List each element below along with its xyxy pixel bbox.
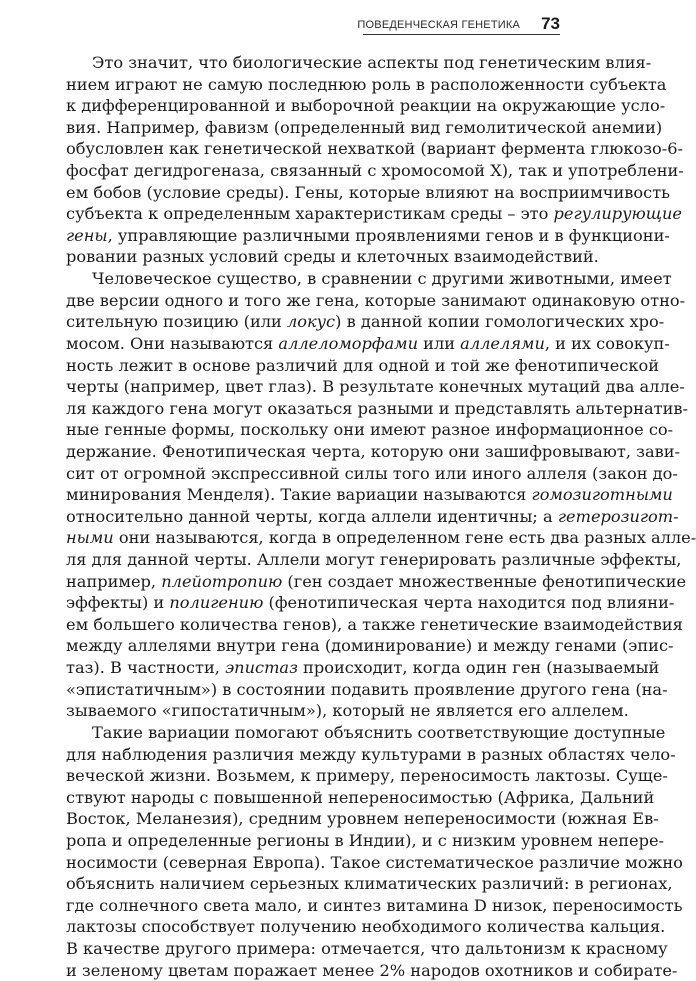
- text-line: [66, 463, 678, 485]
- text-line: [66, 419, 674, 441]
- italic-term: полигению: [169, 593, 264, 613]
- text-segment: ность лежит в основе различий для одной и той же фенотипической: [66, 355, 660, 375]
- text-line: [66, 765, 668, 787]
- paragraph: [66, 722, 683, 981]
- text-segment: Восток, Меланезия), средним уровнем непереносимости (южная Ев-: [66, 809, 659, 829]
- text-segment: Такие вариации помогают объяснить соответствующие доступные: [92, 722, 666, 742]
- text-line: [66, 873, 673, 895]
- text-line: [66, 635, 674, 657]
- text-line: [66, 290, 686, 312]
- text-line: [66, 700, 629, 722]
- text-segment: ) в данной копии гомологических хро-: [335, 312, 665, 332]
- text-line: [66, 787, 655, 809]
- text-line: [66, 679, 668, 701]
- text-segment: таз). В частности,: [66, 658, 226, 678]
- running-header-title: ПОВЕДЕНЧЕСКАЯ ГЕНЕТИКА: [357, 19, 520, 31]
- text-line: [66, 225, 670, 247]
- text-line: [66, 657, 660, 679]
- text-segment: минирования Менделя). Такие вариации называются: [66, 485, 532, 505]
- text-segment: ные генные формы, поскольку они имеют разное информационное со-: [66, 420, 674, 440]
- text-line: [66, 527, 696, 549]
- text-line: [66, 592, 675, 614]
- text-segment: происходит, когда один ген (называемый: [297, 658, 660, 678]
- text-segment: объяснить наличием серьезных климатических различий: в регионах,: [66, 874, 673, 894]
- text-line: [66, 138, 684, 160]
- text-line: [66, 117, 663, 139]
- text-segment: ствуют народы с повышенной непереносимостью (Африка, Дальний: [66, 787, 655, 807]
- text-segment: или: [418, 333, 461, 353]
- text-segment: фосфат дегидрогеназа, связанный с хромосомой X), так и употреблени-: [66, 161, 684, 181]
- text-segment: где солнечного света мало, и синтез витамина D низок, переносимость: [66, 895, 683, 915]
- text-line: [66, 311, 665, 333]
- italic-term: ными: [66, 528, 114, 548]
- text-segment: для наблюдения различия между культурами в разных областях чело-: [66, 744, 676, 764]
- text-line: [66, 246, 599, 268]
- text-segment: мосом. Они называются: [66, 333, 279, 353]
- text-line: [66, 614, 683, 636]
- text-segment: «эпистатичным») в состоянии подавить проявление другого гена (на-: [66, 679, 668, 699]
- text-line: [66, 484, 673, 506]
- text-line: [66, 744, 676, 766]
- paragraph: [66, 52, 684, 268]
- text-segment: между аллелями внутри гена (доминирование) и между генами (эпис-: [66, 636, 674, 656]
- text-line: [66, 160, 684, 182]
- text-segment: нием играют не самую последнюю роль в расположенности субъекта: [66, 74, 667, 94]
- page-header: [0, 0, 600, 40]
- text-segment: ропа и определенные регионы в Индии), и с низким уровнем непере-: [66, 830, 664, 850]
- text-line: [66, 571, 687, 593]
- text-line: [66, 808, 659, 830]
- text-line: [66, 95, 666, 117]
- text-segment: ем бобов (условие среды). Гены, которые влияют на восприимчивость: [66, 182, 670, 202]
- text-segment: , и их совокуп-: [544, 333, 670, 353]
- text-segment: веческой жизни. Возьмем, к примеру, переносимость лактозы. Суще-: [66, 766, 668, 786]
- text-line: [66, 960, 678, 981]
- text-segment: Человеческое существо, в сравнении с другими животными, имеет: [92, 269, 672, 289]
- text-line: [66, 333, 670, 355]
- text-segment: например,: [66, 571, 162, 591]
- text-line: [66, 895, 683, 917]
- text-segment: две версии одного и того же гена, которые занимают одинаковую отно-: [66, 290, 686, 310]
- italic-term: регулирующие: [553, 204, 682, 224]
- text-segment: В качестве другого примера: отмечается, что дальтонизм к красному: [66, 938, 668, 958]
- text-segment: субъекта к определенным характеристикам среды – это: [66, 204, 554, 224]
- text-segment: ровании разных условий среды и клеточных взаимодействий.: [66, 247, 599, 267]
- text-segment: к дифференцированной и выборочной реакции на окружающие усло-: [66, 96, 666, 116]
- text-line: [66, 549, 682, 571]
- text-line: [66, 441, 680, 463]
- text-segment: сительную позицию (или: [66, 312, 287, 332]
- text-segment: носимости (северная Европа). Такое систематическое различие можно: [66, 852, 683, 872]
- header-rule: [363, 34, 560, 35]
- text-segment: сит от огромной экспрессивной силы того или иного аллеля (закон до-: [66, 463, 678, 483]
- text-line: [66, 830, 664, 852]
- text-segment: ля каждого гена могут оказаться разными и представлять альтернатив-: [66, 398, 688, 418]
- italic-term: гомозиготными: [531, 485, 673, 505]
- italic-term: аллеломорфами: [278, 333, 419, 353]
- paragraph: [66, 268, 696, 722]
- text-segment: ем большего количества генов), а также генетические взаимодействия: [66, 614, 683, 634]
- text-segment: держание. Фенотипическая черта, которую они зашифровывают, зави-: [66, 441, 680, 461]
- italic-term: аллелями: [460, 333, 545, 353]
- text-segment: относительно данной черты, когда аллели идентичны; а: [66, 506, 558, 526]
- text-line: [66, 203, 682, 225]
- italic-term: плейотропию: [161, 571, 283, 591]
- text-segment: черты (например, цвет глаз). В результате конечных мутаций два алле-: [66, 377, 685, 397]
- italic-term: гены: [66, 225, 108, 245]
- text-segment: (фенотипическая черта находится под влияни-: [263, 593, 675, 613]
- text-line: [66, 938, 668, 960]
- text-line: [66, 506, 679, 528]
- text-line: [66, 355, 660, 377]
- text-segment: эффекты) и: [66, 593, 170, 613]
- text-body: [66, 52, 696, 981]
- text-line: [66, 376, 685, 398]
- text-segment: они называются, когда в определенном гене есть два разных алле-: [113, 528, 696, 548]
- text-line: [66, 398, 688, 420]
- text-line: [66, 916, 666, 938]
- italic-term: эпистаз: [225, 658, 298, 678]
- italic-term: гетерозигот-: [557, 506, 679, 526]
- text-line: [66, 722, 666, 744]
- text-line: [66, 52, 652, 74]
- text-segment: (ген создает множественные фенотипические: [282, 571, 687, 591]
- text-line: [66, 182, 670, 204]
- text-segment: ля для данной черты. Аллели могут генерировать различные эффекты,: [66, 550, 682, 570]
- italic-term: локус: [286, 312, 336, 332]
- text-segment: Это значит, что биологические аспекты под генетическим влия-: [92, 53, 652, 72]
- text-segment: вия. Например, фавизм (определенный вид гемолитической анемии): [66, 117, 663, 137]
- text-segment: и зеленому цветам поражает менее 2% народов охотников и собирате-: [66, 960, 678, 980]
- text-segment: обусловлен как генетической нехваткой (вариант фермента глюкозо-6-: [66, 139, 684, 159]
- page-number: 73: [541, 14, 560, 33]
- text-segment: зываемого «гипостатичным»), который не является его аллелем.: [66, 701, 629, 721]
- text-line: [66, 268, 672, 290]
- text-line: [66, 74, 667, 96]
- text-line: [66, 852, 683, 874]
- text-segment: , управляющие различными проявлениями генов и в функциони-: [107, 225, 670, 245]
- text-segment: лактозы способствует получению необходимого количества кальция.: [66, 917, 666, 937]
